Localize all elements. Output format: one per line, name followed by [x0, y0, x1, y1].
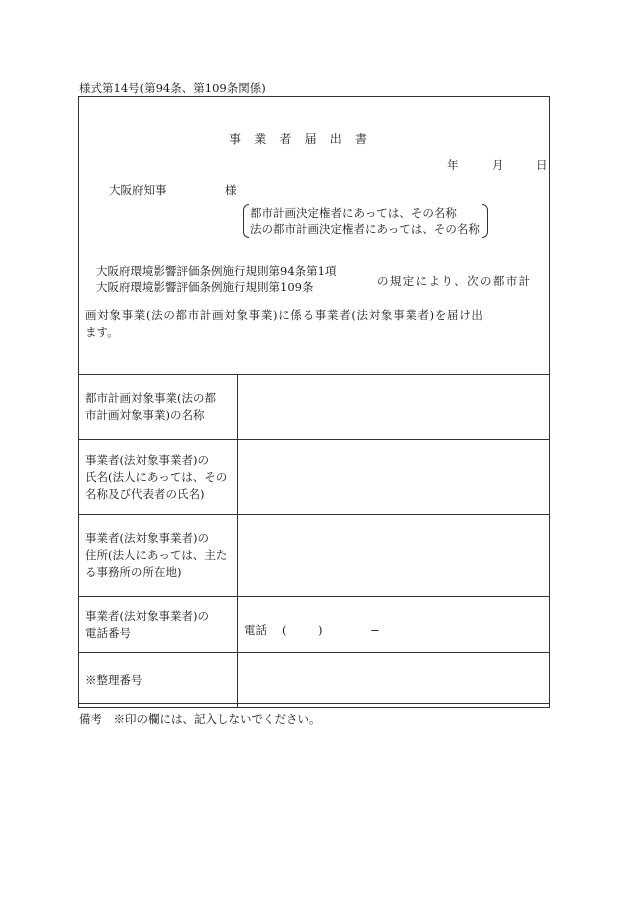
label-line: 氏名(法人にあっては、その: [85, 469, 228, 484]
item-table: [78, 374, 550, 708]
table-row: [79, 440, 550, 515]
row-label: [79, 440, 238, 515]
label-line: ※整理番号: [85, 672, 143, 687]
form-number: 様式第14号(第94条、第109条関係): [79, 81, 266, 95]
row-label: [79, 653, 238, 708]
label-line: 事業者(法対象事業者)の: [85, 531, 209, 545]
phone-label: 電話: [244, 623, 267, 637]
label-line: 事業者(法対象事業者)の: [85, 608, 209, 623]
bracket-left: [243, 204, 249, 238]
date-line: [447, 157, 548, 173]
submitter-line-1: 都市計画決定権者にあっては、その名称: [250, 206, 457, 220]
table-row: [79, 515, 550, 597]
label-line: 市計画対象事業)の名称: [85, 408, 205, 422]
label-line: 都市計画対象事業(法の都: [85, 391, 216, 405]
label-line: る事務所の所在地): [85, 565, 182, 579]
submitter-line-2: 法の都市計画決定権者にあっては、その名称: [250, 222, 480, 236]
phone-close-paren: ): [318, 623, 323, 637]
table-row: [79, 597, 550, 653]
label-line: 電話番号: [85, 625, 131, 640]
body-line-1: 画対象事業(法の都市計画対象事業)に係る事業者(法対象事業者)を届け出: [85, 308, 484, 322]
submitter-bracket: [243, 204, 488, 238]
bracket-right: [482, 204, 488, 238]
phone-open-paren: (: [282, 623, 287, 637]
row-label: [79, 375, 238, 440]
rule-reference-2: 大阪府環境影響評価条例施行規則第109条: [96, 280, 314, 294]
label-line: 名称及び代表者の氏名): [85, 486, 205, 501]
remarks-note: 備考 ※印の欄には、記入しないでください。: [79, 712, 321, 726]
table-row: [79, 653, 550, 708]
body-line-2: ます。: [85, 325, 119, 339]
table-row: [79, 375, 550, 440]
rule-suffix: の規定により、次の都市計: [377, 274, 532, 288]
addressee: 大阪府知事: [109, 183, 167, 197]
date-month: 月: [492, 158, 504, 172]
label-line: 事業者(法対象事業者)の: [85, 452, 209, 467]
honorific: 様: [225, 183, 237, 197]
date-year: 年: [447, 158, 459, 172]
rule-reference-1: 大阪府環境影響評価条例施行規則第94条第1項: [96, 264, 337, 278]
form-title: 事業者届出書: [229, 132, 381, 146]
label-line: 住所(法人にあっては、主た: [85, 548, 228, 562]
phone-line: [244, 610, 543, 639]
date-day: 日: [536, 158, 548, 172]
project-name-field[interactable]: [238, 375, 550, 440]
phone-field[interactable]: [238, 597, 550, 653]
reference-number-field: [238, 653, 550, 708]
row-label: [79, 515, 238, 597]
phone-dash: −: [370, 623, 380, 637]
row-label: [79, 597, 238, 653]
operator-name-field[interactable]: [238, 440, 550, 515]
operator-address-field[interactable]: [238, 515, 550, 597]
